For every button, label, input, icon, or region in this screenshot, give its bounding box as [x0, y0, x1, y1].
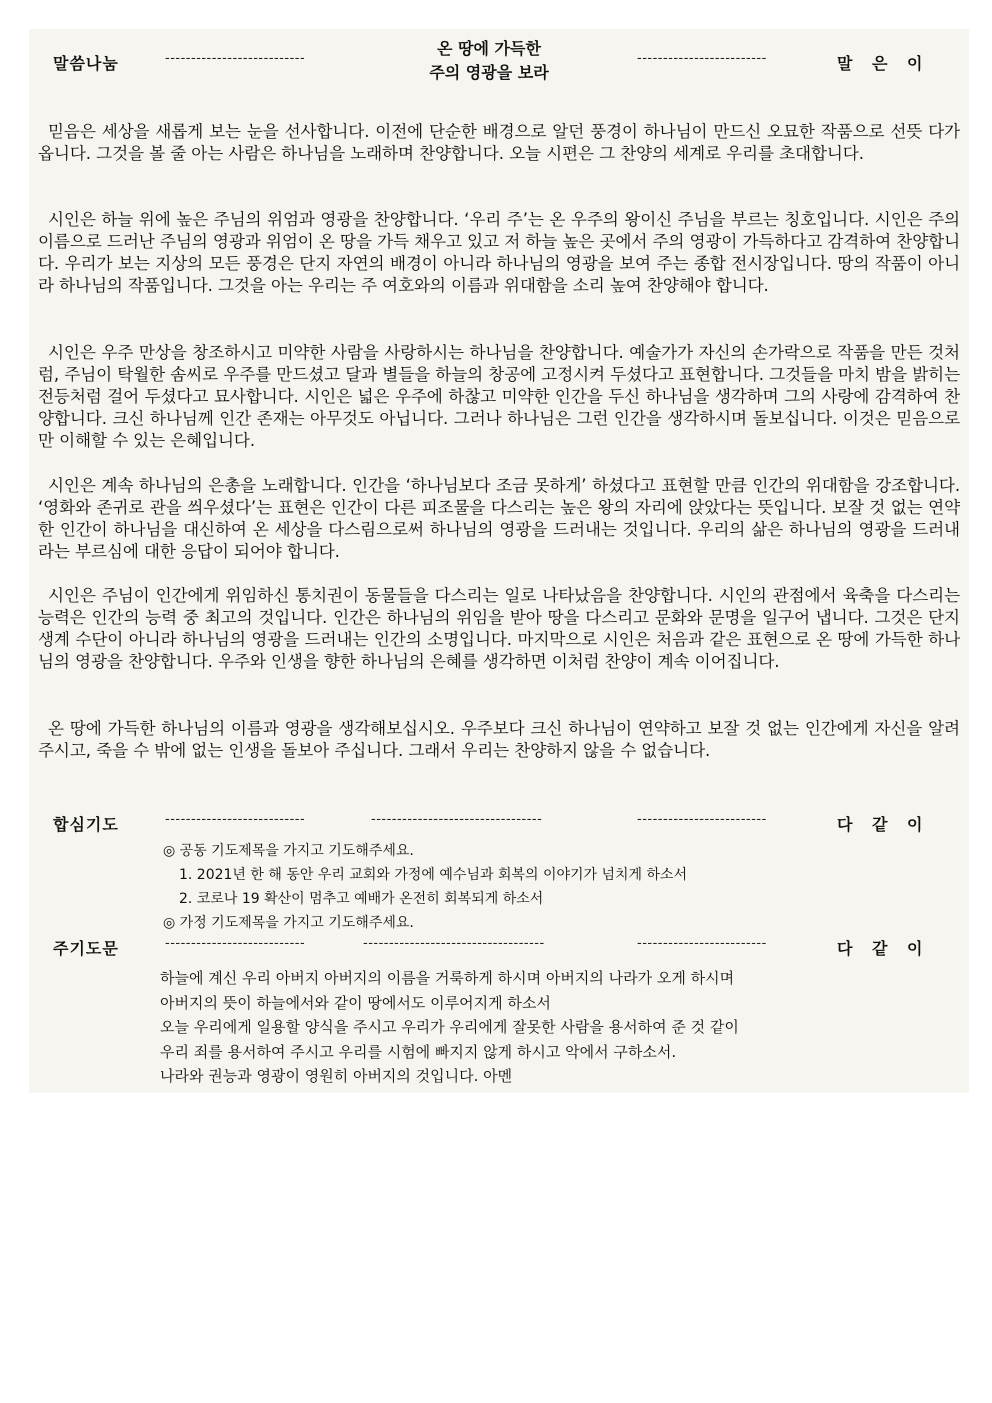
sermon-title-line-2: 주의 영광을 보라: [429, 63, 549, 82]
unison-prayer-who: 다 같 이: [837, 815, 923, 834]
sermon-speaker: 말 은 이: [837, 54, 923, 73]
prayer-topic-item: 2. 코로나 19 확산이 멈추고 예배가 온전히 회복되게 하소서: [179, 891, 544, 907]
lords-prayer-line: 오늘 우리에게 일용할 양식을 주시고 우리가 우리에게 잘못한 사람을 용서하여 준 것 같이: [160, 1018, 739, 1036]
lords-prayer-who: 다 같 이: [837, 939, 923, 958]
lords-prayer-text: [160, 966, 739, 1089]
unison-prayer-header: [29, 812, 969, 836]
lords-prayer-dash-3: -------------------------: [637, 936, 767, 951]
sermon-title: [389, 37, 589, 85]
lords-prayer-dash-1: ---------------------------: [165, 936, 306, 951]
paragraph-4: 시인은 계속 하나님의 은총을 노래합니다. 인간을 ‘하나님보다 조금 못하게’ 하셨다고 표현할 만큼 인간의 위대함을 강조합니다. ‘영화와 존귀로 관을 씌우셨다’는 표현은 인간이 다른 피조물을 다스리는 높은 왕의 자리에 앉았다는 뜻입니다. 보잘 것 없는 연약한 인간이 하나님을 대신하여 온 세상을 다스림으로써 하나님의 영광을 드러내는 것입니다. 우리의 삶은 하나님의 영광을 드러내라는 부르심에 대한 응답이 되어야 합니다.: [38, 476, 960, 561]
unison-prayer-label: 합심기도: [53, 815, 119, 834]
unison-prayer-dash-2: ---------------------------------: [371, 812, 543, 827]
lords-prayer-label: 주기도문: [53, 939, 119, 958]
sermon-dash-left: ---------------------------: [165, 51, 306, 66]
paragraph-2: 시인은 하늘 위에 높은 주님의 위엄과 영광을 찬양합니다. ‘우리 주’는 온 우주의 왕이신 주님을 부르는 칭호입니다. 시인은 주의 이름으로 드러난 주님의 영광과 위엄이 온 땅을 가득 채우고 있고 저 하늘 높은 곳에서 주의 영광이 가득하다고 감격하여 찬양합니다. 우리가 보는 지상의 모든 풍경은 단지 자연의 배경이 아니라 하나님의 영광을 보여 주는 종합 전시장입니다. 땅의 작품이 아니라 하나님의 작품입니다. 그것을 아는 우리는 주 여호와의 이름과 위대함을 소리 높여 찬양해야 합니다.: [38, 210, 960, 295]
paragraph-5: 시인은 주님이 인간에게 위임하신 통치권이 동물들을 다스리는 일로 나타났음을 찬양합니다. 시인의 관점에서 육축을 다스리는 능력은 인간의 능력 중 최고의 것입니다. 인간은 하나님의 위임을 받아 땅을 다스리고 문화와 문명을 일구어 냅니다. 그것은 단지 생계 수단이 아니라 하나님의 영광을 드러내는 인간의 소명입니다. 마지막으로 시인은 처음과 같은 표현으로 온 땅에 가득한 하나님의 영광을 찬양합니다. 우주와 인생을 향한 하나님의 은혜를 생각하면 이처럼 찬양이 계속 이어집니다.: [38, 586, 960, 671]
lords-prayer-line: 나라와 권능과 영광이 영원히 아버지의 것입니다. 아멘: [160, 1067, 513, 1085]
sermon-title-line-1: 온 땅에 가득한: [437, 39, 541, 58]
sermon-label: 말씀나눔: [53, 54, 119, 73]
lords-prayer-dash-2: -----------------------------------: [363, 936, 545, 951]
prayer-topic-item: 1. 2021년 한 해 동안 우리 교회와 가정에 예수님과 회복의 이야기가 넘치게 하소서: [179, 867, 688, 883]
unison-prayer-dash-1: ---------------------------: [165, 812, 306, 827]
unison-prayer-dash-3: -------------------------: [637, 812, 767, 827]
lords-prayer-header: [29, 936, 969, 960]
paragraph-6: 온 땅에 가득한 하나님의 이름과 영광을 생각해보십시오. 우주보다 크신 하나님이 연약하고 보잘 것 없는 인간에게 자신을 알려주시고, 죽을 수 밖에 없는 인생을 돌보아 주십니다. 그래서 우리는 찬양하지 않을 수 없습니다.: [38, 719, 960, 760]
prayer-topics: [163, 839, 687, 935]
paragraph-1: 믿음은 세상을 새롭게 보는 눈을 선사합니다. 이전에 단순한 배경으로 알던 풍경이 하나님이 만드신 오묘한 작품으로 선뜻 다가옵니다. 그것을 볼 줄 아는 사람은 하나님을 노래하며 찬양합니다. 오늘 시편은 그 찬양의 세계로 우리를 초대합니다.: [38, 122, 960, 163]
bulletin-panel: [29, 29, 969, 1093]
sermon-dash-right: -------------------------: [637, 51, 767, 66]
lords-prayer-line: 하늘에 계신 우리 아버지 아버지의 이름을 거룩하게 하시며 아버지의 나라가 오게 하시며: [160, 969, 735, 987]
paragraph-3: 시인은 우주 만상을 창조하시고 미약한 사람을 사랑하시는 하나님을 찬양합니다. 예술가가 자신의 손가락으로 작품을 만든 것처럼, 주님이 탁월한 솜씨로 우주를 만드셨고 달과 별들을 하늘의 창공에 고정시켜 두셨다고 표현합니다. 그것들을 마치 밤을 밝히는 전등처럼 걸어 두셨다고 묘사합니다. 시인은 넓은 우주에 하찮고 미약한 인간을 두신 하나님을 생각하며 그의 사랑에 감격하여 찬양합니다. 크신 하나님께 인간 존재는 아무것도 아닙니다. 그러나 하나님은 그런 인간을 생각하시며 돌보십니다. 이것은 믿음으로만 이해할 수 있는 은혜입니다.: [38, 343, 960, 450]
lords-prayer-line: 우리 죄를 용서하여 주시고 우리를 시험에 빠지지 않게 하시고 악에서 구하소서.: [160, 1042, 677, 1061]
lords-prayer-line: 아버지의 뜻이 하늘에서와 같이 땅에서도 이루어지게 하소서: [160, 993, 551, 1012]
family-topics-heading: ◎ 가정 기도제목을 가지고 기도해주세요.: [163, 915, 414, 931]
common-topics-heading: ◎ 공동 기도제목을 가지고 기도해주세요.: [163, 843, 414, 859]
